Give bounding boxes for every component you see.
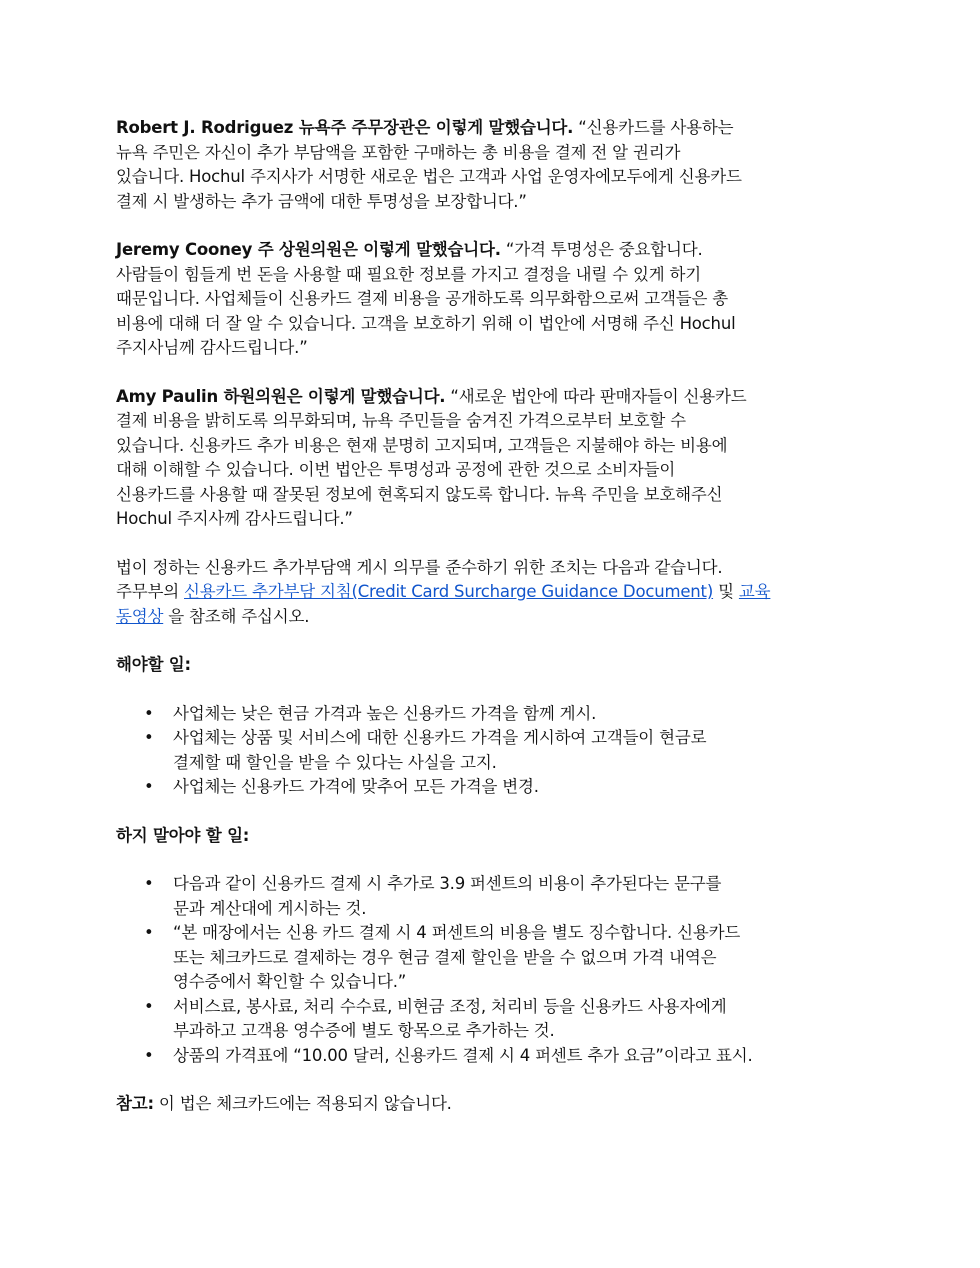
speaker-name: Robert J. Rodriguez [116, 118, 294, 137]
quote-cooney [116, 238, 871, 361]
quote-text: “새로운 법안에 따라 판매자들이 신용카드 결제 비용을 밝히도록 의무화되며, 뉴욕 주민들을 숨겨진 가격으로부터 보호할 수 있습니다. 신용카드 추가 비용은 현재 분명히 고지되며, 고객들은 지불해야 하는 비용에 대해 이해할 수 있습니다. 이번 법안은 투명성과 공정에 관한 것으로 소비자들이 신용카드를 사용할 때 잘못된 정보에 현혹되지 않도록 합니다. 뉴욕 주민을 보호해주신 Hochul 주지사께 감사드립니다.” [116, 386, 747, 528]
list-item [116, 921, 871, 995]
list-item [116, 726, 871, 775]
quote-text: “신용카드를 사용하는 뉴욕 주민은 자신이 추가 부담액을 포함한 구매하는 총 비용을 결제 전 알 권리가 있습니다. Hochul 주지사가 서명한 새로운 법은 고객과 사업 운영자에모두에게 신용카드 결제 시 발생하는 추가 금액에 대한 투명성을 보장합니다.” [116, 118, 742, 211]
guidance-document-link[interactable]: 신용카드 추가부담 지침(Credit Card Surcharge Guidance Document) [184, 582, 714, 601]
bullet-icon: • [144, 996, 154, 1016]
list-item-text: “본 매장에서는 신용 카드 결제 시 4 퍼센트의 비용을 별도 징수합니다. 신용카드 또는 체크카드로 결제하는 경우 현금 결제 할인을 받을 수 없으며 가격 내역은 영수증에서 확인할 수 있습니다.” [173, 923, 741, 991]
training-video-link[interactable]: 교육 동영상 [116, 582, 771, 626]
list-item-text: 서비스료, 봉사료, 처리 수수료, 비현금 조정, 처리비 등을 신용카드 사용자에게 부과하고 고객용 영수증에 별도 항목으로 추가하는 것. [173, 996, 727, 1040]
dos-heading: 해야할 일: [116, 655, 191, 674]
document-page [116, 116, 871, 1117]
speaker-name: Amy Paulin [116, 386, 219, 406]
quote-rodriguez [116, 116, 871, 214]
dos-list [116, 702, 871, 800]
note-text: 이 법은 체크카드에는 적용되지 않습니다. [153, 1094, 452, 1113]
note-paragraph [116, 1092, 871, 1117]
bullet-icon: • [144, 874, 154, 893]
speaker-intro: 뉴욕주 주무장관은 이렇게 말했습니다. [293, 118, 574, 137]
donts-heading: 하지 말아야 할 일: [116, 825, 250, 845]
bullet-icon: • [144, 777, 154, 796]
list-item-text: 다음과 같이 신용카드 결제 시 추가로 3.9 퍼센트의 비용이 추가된다는 문구를 문과 계산대에 게시하는 것. [173, 874, 722, 918]
compliance-suffix: 을 참조해 주십시오. [163, 606, 310, 626]
list-item [116, 995, 871, 1044]
speaker-intro: 주 상원의원은 이렇게 말했습니다. [252, 240, 501, 259]
list-item [116, 872, 871, 921]
list-item [116, 1044, 871, 1069]
bullet-icon: • [144, 923, 154, 942]
compliance-paragraph [116, 556, 871, 630]
list-item-text: 사업체는 상품 및 서비스에 대한 신용카드 가격을 게시하여 고객들이 현금로 결제할 때 할인을 받을 수 있다는 사실을 고지. [173, 728, 707, 772]
bullet-icon: • [144, 1045, 154, 1065]
quote-text: “가격 투명성은 중요합니다. 사람들이 힘들게 번 돈을 사용할 때 필요한 정보를 가지고 결정을 내릴 수 있게 하기 때문입니다. 사업체들이 신용카드 결제 비용을 공개하도록 의무화함으로써 고객들은 총 비용에 대해 더 잘 알 수 있습니다. 고객을 보호하기 위해 이 법안에 서명해 주신 Hochul 주지사님께 감사드립니다.” [116, 240, 736, 357]
bullet-icon: • [144, 703, 154, 723]
list-item-text: 사업체는 신용카드 가격에 맞추어 모든 가격을 변경. [173, 777, 539, 796]
compliance-intro: 법이 정하는 신용카드 추가부담액 게시 의무를 준수하기 위한 조치는 다음과 같습니다. [116, 557, 723, 577]
compliance-prefix: 주무부의 [116, 582, 185, 601]
speaker-name: Jeremy Cooney [116, 240, 253, 259]
list-item-text: 사업체는 낮은 현금 가격과 높은 신용카드 가격을 함께 게시. [173, 703, 597, 723]
list-item [116, 775, 871, 800]
note-label: 참고: [116, 1094, 154, 1113]
list-item-text: 상품의 가격표에 “10.00 달러, 신용카드 결제 시 4 퍼센트 추가 요금”이라고 표시. [173, 1045, 753, 1065]
donts-list [116, 872, 871, 1068]
quote-paulin [116, 385, 871, 532]
speaker-intro: 하원의원은 이렇게 말했습니다. [218, 386, 446, 406]
bullet-icon: • [144, 728, 154, 747]
compliance-middle: 및 [713, 582, 739, 601]
list-item [116, 702, 871, 727]
